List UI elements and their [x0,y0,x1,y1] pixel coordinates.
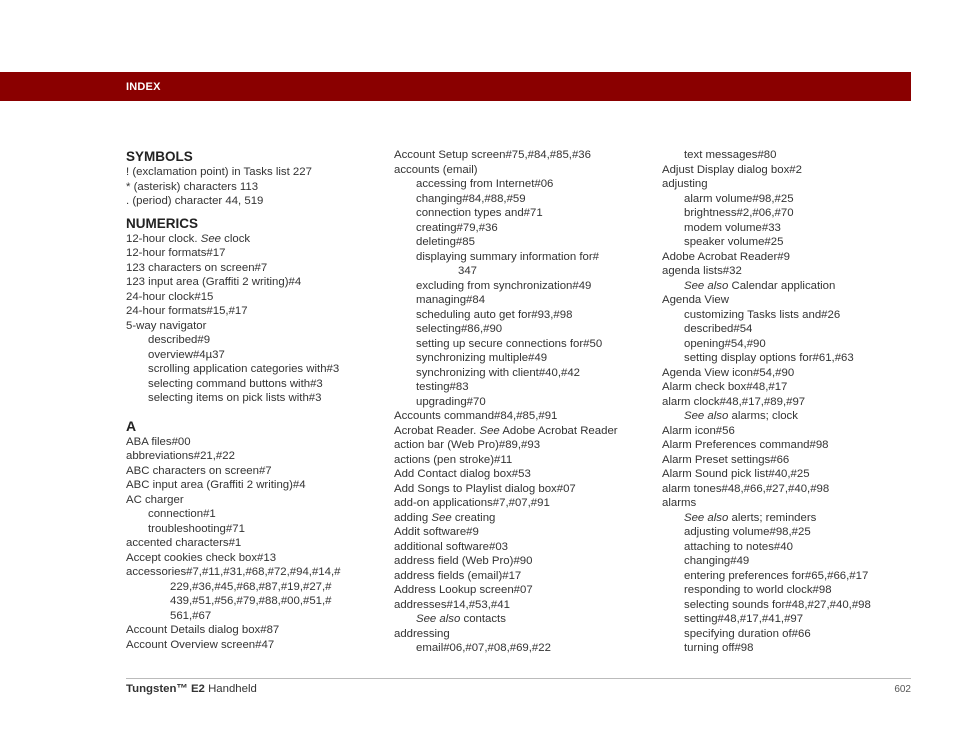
index-subentry: displaying summary information for# [416,250,599,263]
index-entry: Accept cookies check box#13 [126,551,277,564]
index-subentry: connection types and#71 [416,207,543,219]
index-entry: adjusting [662,178,708,190]
index-subentry: scheduling auto get for#93,#98 [416,308,573,321]
index-header-banner [0,72,911,101]
index-entry: 123 characters on screen#7 [126,261,268,274]
index-subentry: speaker volume#25 [684,236,784,248]
index-subentry: described#54 [684,323,753,335]
index-continuation: 439,#51,#56,#79,#88,#00,#51,# [170,595,332,607]
index-column-1 [126,148,388,652]
index-entry: Acrobat Reader. See Adobe Acrobat Reader [394,424,618,437]
index-subentry: entering preferences for#65,#66,#17 [684,569,869,582]
index-entry: Addit software#9 [394,526,479,538]
index-entry: 24-hour formats#15,#17 [126,305,248,317]
index-subentry: selecting#86,#90 [416,323,503,335]
index-subentry: accessing from Internet#06 [416,178,554,190]
index-entry: action bar (Web Pro)#89,#93 [394,439,541,451]
index-subentry: adjusting volume#98,#25 [684,526,811,538]
index-subentry: opening#54,#90 [684,337,766,350]
index-entry: Agenda View [662,294,729,306]
index-subentry: overview#4µ37 [148,348,225,361]
section-heading-a: A [126,417,137,434]
index-subentry: email#06,#07,#08,#69,#22 [416,642,551,654]
index-entry: ABA files#00 [126,435,191,448]
index-entry: addressing [394,627,450,640]
index-subentry: text messages#80 [684,149,777,161]
index-entry: ABC input area (Graffiti 2 writing)#4 [126,479,306,491]
index-column-3 [662,148,912,656]
index-entry: Add Songs to Playlist dialog box#07 [394,482,576,495]
index-subentry: scrolling application categories with#3 [148,363,340,375]
index-subentry: creating#79,#36 [416,221,498,234]
index-subentry: selecting command buttons with#3 [148,377,323,390]
index-entry: Alarm icon#56 [662,424,735,437]
index-subentry: See also alerts; reminders [684,511,817,524]
index-entry: 24-hour clock#15 [126,290,214,303]
index-entry: * (asterisk) characters 113 [126,180,259,193]
index-entry: Accounts command#84,#85,#91 [394,410,558,422]
index-subentry: setting#48,#17,#41,#97 [684,613,804,625]
index-continuation: 347 [458,265,478,277]
index-subentry: selecting items on pick lists with#3 [148,392,322,404]
index-subentry: selecting sounds for#48,#27,#40,#98 [684,598,871,611]
index-continuation: 561,#67 [170,609,212,622]
index-entry: agenda lists#32 [662,265,742,277]
index-subentry: described#9 [148,334,211,346]
index-entry: address fields (email)#17 [394,569,522,582]
index-entry: addresses#14,#53,#41 [394,598,510,611]
index-entry: accounts (email) [394,163,478,176]
index-subentry: customizing Tasks lists and#26 [684,308,841,321]
index-entry: Alarm Sound pick list#40,#25 [662,468,810,480]
index-entry: 5-way navigator [126,319,207,332]
index-subentry: attaching to notes#40 [684,540,793,553]
index-subentry: setting up secure connections for#50 [416,337,603,350]
index-subentry: synchronizing with client#40,#42 [416,366,580,379]
page-number: 602 [894,684,911,695]
page-title: INDEX [126,81,161,93]
index-entry: alarms [662,497,697,509]
index-subentry: testing#83 [416,381,469,393]
index-entry: AC charger [126,493,184,506]
index-subentry: responding to world clock#98 [684,584,832,596]
index-entry: adding See creating [394,511,496,524]
index-subentry: brightness#2,#06,#70 [684,207,794,219]
index-entry: add-on applications#7,#07,#91 [394,497,550,509]
index-subentry: See also contacts [416,613,506,625]
index-subentry: deleting#85 [416,236,475,248]
index-entry: Agenda View icon#54,#90 [662,366,795,379]
index-continuation: 229,#36,#45,#68,#87,#19,#27,# [170,580,332,593]
index-entry: accessories#7,#11,#31,#68,#72,#94,#14,# [126,566,341,578]
index-entry: address field (Web Pro)#90 [394,555,533,567]
index-entry: actions (pen stroke)#11 [394,453,513,466]
index-subentry: See also alarms; clock [684,410,798,422]
index-subentry: upgrading#70 [416,395,486,408]
index-subentry: changing#49 [684,555,750,567]
index-subentry: connection#1 [148,508,216,520]
index-subentry: managing#84 [416,294,486,306]
index-entry: Alarm Preferences command#98 [662,439,829,451]
section-heading-symbols: SYMBOLS [126,149,193,164]
index-entry: 12-hour clock. See clock [126,232,251,245]
index-entry: alarm clock#48,#17,#89,#97 [662,395,806,408]
index-subentry: modem volume#33 [684,221,781,234]
index-entry: Alarm Preset settings#66 [662,453,790,466]
footer-divider [126,678,911,679]
footer-product-name: Tungsten™ E2 Handheld [126,683,257,695]
index-entry: Alarm check box#48,#17 [662,381,788,393]
index-subentry: See also Calendar application [684,279,836,292]
index-entry: additional software#03 [394,540,508,553]
index-subentry: troubleshooting#71 [148,522,245,535]
index-entry: Account Overview screen#47 [126,638,275,651]
index-subentry: specifying duration of#66 [684,627,811,640]
index-entry: . (period) character 44, 519 [126,195,264,207]
index-subentry: changing#84,#88,#59 [416,192,526,205]
index-subentry: excluding from synchronization#49 [416,279,592,292]
index-entry: 123 input area (Graffiti 2 writing)#4 [126,276,302,288]
index-entry: ABC characters on screen#7 [126,464,272,477]
index-entry: Add Contact dialog box#53 [394,468,531,480]
index-subentry: setting display options for#61,#63 [684,352,854,364]
section-heading-numerics: NUMERICS [126,215,199,231]
index-subentry: alarm volume#98,#25 [684,192,794,205]
index-entry: ! (exclamation point) in Tasks list 227 [126,166,312,178]
index-entry: 12-hour formats#17 [126,247,226,259]
index-entry: abbreviations#21,#22 [126,450,235,462]
index-entry: alarm tones#48,#66,#27,#40,#98 [662,482,830,495]
index-entry: Account Setup screen#75,#84,#85,#36 [394,149,591,161]
index-entry: Adjust Display dialog box#2 [662,163,802,176]
index-subentry: turning off#98 [684,642,754,654]
index-column-2 [394,148,658,656]
index-entry: accented characters#1 [126,537,242,549]
index-entry: Account Details dialog box#87 [126,624,280,636]
index-subentry: synchronizing multiple#49 [416,352,548,364]
index-entry: Adobe Acrobat Reader#9 [662,250,790,263]
index-entry: Address Lookup screen#07 [394,584,533,596]
